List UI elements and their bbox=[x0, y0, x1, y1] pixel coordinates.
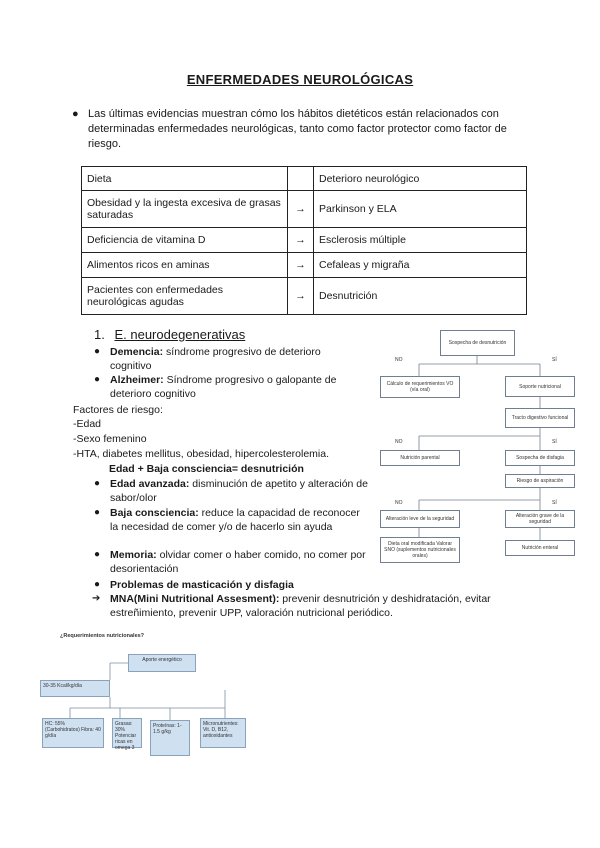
tree-micro: Micronutrientes: Vit. D, B12, antioxidantes bbox=[200, 718, 246, 748]
memoria-text: olvidar comer o haber comido, no comer por desorientación bbox=[110, 549, 366, 575]
flow-dieta: Dieta oral modificada Valorar SNO (suplementos nutricionales orales) bbox=[380, 537, 460, 563]
baja-text: reduce la capacidad de reconocer la necesidad de comer y/o de hacerlo sin ayuda bbox=[110, 507, 360, 533]
tree-kcal: 30-35 Kcal/kg/día bbox=[40, 680, 110, 697]
mna-text: prevenir desnutrición y deshidratación, evitar estreñimiento, prevenir UPP, valoración nutricional periódico. bbox=[110, 593, 491, 619]
alzheimer-text: Síndrome progresivo o galopante de deterioro cognitivo bbox=[110, 374, 337, 400]
tree-hc: HC: 55% (Carbohidratos) Fibra: 40 g/día bbox=[42, 718, 104, 748]
table-cell-effect: Cefaleas y migraña bbox=[314, 253, 527, 278]
bullet-icon: ● bbox=[94, 579, 101, 590]
memoria-label: Memoria: bbox=[110, 549, 157, 561]
bullet-icon: ● bbox=[94, 374, 101, 385]
section-title: E. neurodegenerativas bbox=[114, 327, 246, 342]
flow-si-label: SÍ bbox=[552, 439, 557, 445]
tree-grasa: Grasas: 30% Potenciar ricas en omega 3 bbox=[112, 718, 142, 748]
bullet-icon: ● bbox=[94, 507, 101, 518]
flow-leve: Alteración leve de la seguridad bbox=[380, 510, 460, 528]
header-deterioro: Deterioro neurológico bbox=[314, 167, 527, 191]
flow-si-label: SÍ bbox=[552, 357, 557, 363]
header-dieta: Dieta bbox=[82, 167, 288, 191]
table-cell-effect: Parkinson y ELA bbox=[314, 191, 527, 228]
risk-item: -HTA, diabetes mellitus, obesidad, hipercolesterolemia. bbox=[73, 448, 330, 460]
arrow-icon: → bbox=[288, 278, 314, 315]
flow-no-label: NO bbox=[395, 439, 403, 445]
table-cell-diet: Deficiencia de vitamina D bbox=[82, 228, 288, 253]
demencia-text: síndrome progresivo de deterioro cognitivo bbox=[110, 346, 321, 372]
flow-no-label: NO bbox=[395, 357, 403, 363]
edad-label: Edad avanzada: bbox=[110, 478, 190, 490]
page-title: ENFERMEDADES NEUROLÓGICAS bbox=[186, 72, 414, 87]
risk-item: -Sexo femenino bbox=[73, 433, 147, 445]
flow-parenteral: Nutrición parental bbox=[380, 450, 460, 466]
bullet-icon: ● bbox=[72, 108, 79, 120]
tree-root: Aporte energético bbox=[128, 654, 196, 672]
alzheimer-label: Alzheimer: bbox=[110, 374, 164, 386]
bullet-icon: ● bbox=[94, 478, 101, 489]
flow-enteral: Nutrición enteral bbox=[505, 540, 575, 556]
edad-text: disminución de apetito y alteración de sabor/olor bbox=[110, 478, 368, 504]
intro-text: Las últimas evidencias muestran cómo los hábitos dietéticos están relacionados con determinadas enfermedades neurológicas, tanto como factor protector como factor de riesgo. bbox=[88, 108, 507, 150]
arrow-icon: ➔ bbox=[92, 593, 101, 604]
flow-no-label: NO bbox=[395, 500, 403, 506]
table-cell-diet: Pacientes con enfermedades neurológicas agudas bbox=[82, 278, 288, 315]
equation: Edad + Baja consciencia= desnutrición bbox=[109, 463, 304, 475]
flow-soporte: Soporte nutricional bbox=[505, 376, 575, 397]
flow-calc: Cálculo de requerimientos VO (vía oral) bbox=[380, 376, 460, 398]
tree-title: ¿Requerimientos nutricionales? bbox=[60, 633, 145, 639]
demencia-label: Demencia: bbox=[110, 346, 164, 358]
section-number: 1. bbox=[94, 327, 105, 342]
masticacion-text: Problemas de masticación y disfagia bbox=[110, 579, 294, 591]
tree-prot: Proteínas: 1-1.5 g/kg bbox=[150, 720, 190, 756]
table-cell-effect: Desnutrición bbox=[314, 278, 527, 315]
flow-riesgo: Riesgo de aspiración bbox=[505, 474, 575, 488]
arrow-icon: → bbox=[288, 228, 314, 253]
risk-item: -Edad bbox=[73, 418, 102, 430]
arrow-icon: → bbox=[288, 191, 314, 228]
arrow-icon: → bbox=[288, 253, 314, 278]
bullet-icon: ● bbox=[94, 346, 101, 357]
flow-start: Sospecha de desnutrición bbox=[440, 330, 515, 356]
flow-tracto: Tracto digestivo funcional bbox=[505, 408, 575, 428]
bullet-icon: ● bbox=[94, 549, 101, 560]
mna-label: MNA(Mini Nutritional Assesment): bbox=[110, 593, 280, 605]
table-cell-effect: Esclerosis múltiple bbox=[314, 228, 527, 253]
risk-title: Factores de riesgo: bbox=[73, 404, 163, 416]
baja-label: Baja consciencia: bbox=[110, 507, 199, 519]
flow-si-label: SÍ bbox=[552, 500, 557, 506]
table-cell-diet: Obesidad y la ingesta excesiva de grasas saturadas bbox=[82, 191, 288, 228]
flow-grave: Alteración grave de la seguridad bbox=[505, 510, 575, 528]
flow-disfagia: Sospecha de disfagia bbox=[505, 450, 575, 466]
table-cell-diet: Alimentos ricos en aminas bbox=[82, 253, 288, 278]
